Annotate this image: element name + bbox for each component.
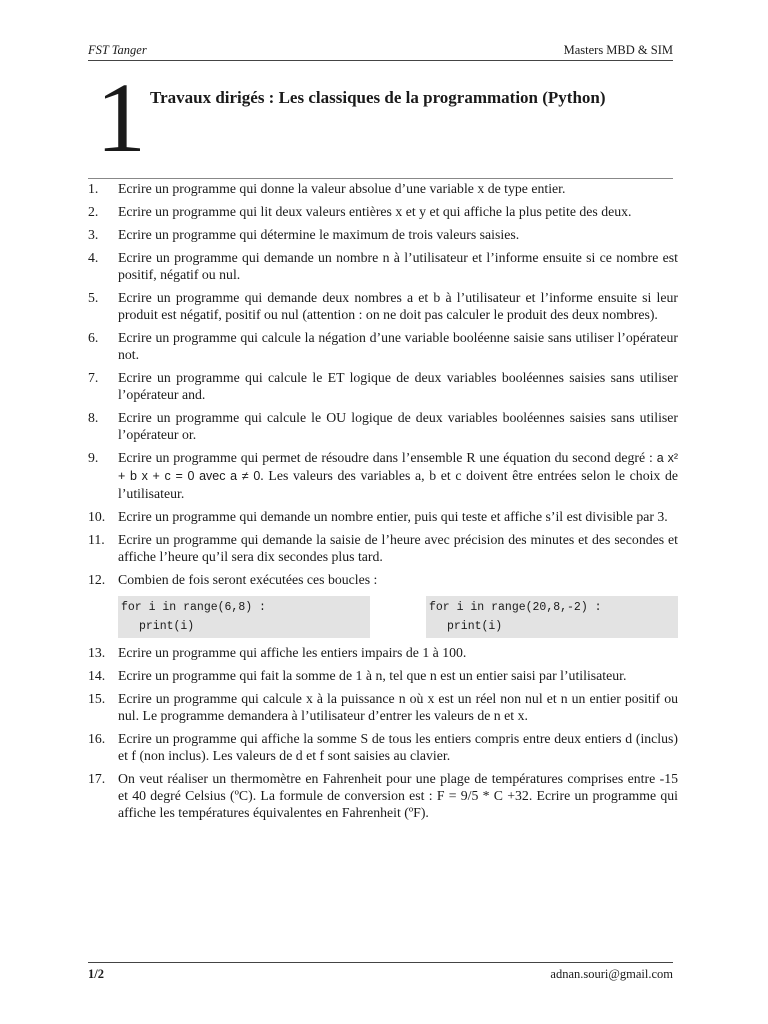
exercise-number: 8. — [88, 410, 99, 425]
header-right: Masters MBD & SIM — [563, 43, 673, 57]
exercise-10 — [88, 508, 678, 525]
code-line: print(i) — [447, 620, 503, 633]
chapter-number: 1 — [96, 62, 146, 173]
exercise-number: 3. — [88, 227, 99, 242]
exercise-2 — [88, 203, 678, 220]
exercise-text: Ecrire un programme qui calcule la négation d’une variable booléenne saisie sans utiliser l’opérateur not. — [118, 330, 678, 362]
header-left: FST Tanger — [88, 43, 147, 57]
exercise-text: Ecrire un programme qui lit deux valeurs entières x et y et qui affiche la plus petite des deux. — [118, 204, 632, 219]
exercise-text: Ecrire un programme qui fait la somme de 1 à n, tel que n est un entier saisi par l’utilisateur. — [118, 668, 627, 683]
exercise-11 — [88, 531, 678, 565]
exercise-9 — [88, 449, 678, 502]
exercise-number: 15. — [88, 691, 106, 706]
equation-formula: a x² + b x + c = 0 avec a ≠ 0 — [118, 451, 678, 483]
code-samples — [118, 596, 678, 638]
exercise-number: 12. — [88, 572, 106, 587]
exercise-text: Combien de fois seront exécutées ces boucles : — [118, 572, 378, 587]
footer-page-number: 1/2 — [88, 967, 104, 981]
exercise-14 — [88, 667, 678, 684]
exercise-number: 9. — [88, 450, 99, 465]
code-line: print(i) — [139, 620, 195, 633]
exercise-list — [88, 180, 678, 827]
footer-rule — [88, 962, 673, 963]
header-rule — [88, 60, 673, 61]
exercise-6 — [88, 329, 678, 363]
code-line: for i in range(20,8,-2) : — [429, 601, 602, 614]
exercise-text: On veut réaliser un thermomètre en Fahrenheit pour une plage de températures comprises entre -15 et 40 degré Celsius (ºC). La formule de conversion est : F = 9/5 * C +32. Ecrire un programme qui affiche les températures équivalentes en Fahrenheit (ºF). — [118, 771, 678, 820]
exercise-15 — [88, 690, 678, 724]
code-line: for i in range(6,8) : — [121, 601, 266, 614]
exercise-text-continued: . Les valeurs des variables a, b et c doivent être entrées selon le choix de l’utilisateur. — [118, 468, 678, 501]
exercise-number: 5. — [88, 290, 99, 305]
title-rule — [88, 178, 673, 179]
exercise-number: 17. — [88, 771, 106, 786]
exercise-text: Ecrire un programme qui demande deux nombres a et b à l’utilisateur et l’informe ensuite si leur produit est négatif, positif ou nul (attention : on ne doit pas calculer le produit des deux nombres). — [118, 290, 678, 322]
exercise-4 — [88, 249, 678, 283]
exercise-13 — [88, 644, 678, 661]
exercise-8 — [88, 409, 678, 443]
exercise-text: Ecrire un programme qui calcule x à la puissance n où x est un réel non nul et n un entier positif ou nul. Le programme demandera à l’utilisateur d’entrer les valeurs de n et x. — [118, 691, 678, 723]
code-block-2 — [426, 596, 678, 638]
exercise-12 — [88, 571, 678, 638]
code-block-1 — [118, 596, 370, 638]
exercise-number: 4. — [88, 250, 99, 265]
exercise-number: 11. — [88, 532, 105, 547]
exercise-number: 6. — [88, 330, 99, 345]
exercise-number: 10. — [88, 509, 106, 524]
exercise-16 — [88, 730, 678, 764]
exercise-3 — [88, 226, 678, 243]
exercise-text: Ecrire un programme qui donne la valeur absolue d’une variable x de type entier. — [118, 181, 566, 196]
exercise-7 — [88, 369, 678, 403]
exercise-text: Ecrire un programme qui calcule le OU logique de deux variables booléennes saisies sans utiliser l’opérateur or. — [118, 410, 678, 442]
exercise-number: 7. — [88, 370, 99, 385]
footer-email: adnan.souri@gmail.com — [550, 967, 673, 981]
exercise-text: Ecrire un programme qui demande un nombre entier, puis qui teste et affiche s’il est divisible par 3. — [118, 509, 668, 524]
exercise-text: Ecrire un programme qui demande un nombre n à l’utilisateur et l’informe ensuite si ce nombre est positif, négatif ou nul. — [118, 250, 678, 282]
exercise-number: 14. — [88, 668, 106, 683]
exercise-text: Ecrire un programme qui affiche les entiers impairs de 1 à 100. — [118, 645, 467, 660]
exercise-text: Ecrire un programme qui détermine le maximum de trois valeurs saisies. — [118, 227, 520, 242]
exercise-1 — [88, 180, 678, 197]
exercise-17 — [88, 770, 678, 821]
exercise-text: Ecrire un programme qui calcule le ET logique de deux variables booléennes saisies sans utiliser l’opérateur and. — [118, 370, 678, 402]
exercise-number: 13. — [88, 645, 106, 660]
exercise-5 — [88, 289, 678, 323]
exercise-text: Ecrire un programme qui affiche la somme S de tous les entiers compris entre deux entiers d (inclus) et f (non inclus). Les valeurs de d et f sont saisies au clavier. — [118, 731, 678, 763]
exercise-number: 2. — [88, 204, 99, 219]
exercise-number: 1. — [88, 181, 99, 196]
exercise-text: Ecrire un programme qui permet de résoudre dans l’ensemble R une équation du second degré : — [118, 450, 653, 465]
chapter-title: Travaux dirigés : Les classiques de la programmation (Python) — [150, 88, 606, 107]
exercise-text: Ecrire un programme qui demande la saisie de l’heure avec précision des minutes et des secondes et affiche l’heure qu’il sera dix secondes plus tard. — [118, 532, 678, 564]
exercise-number: 16. — [88, 731, 106, 746]
